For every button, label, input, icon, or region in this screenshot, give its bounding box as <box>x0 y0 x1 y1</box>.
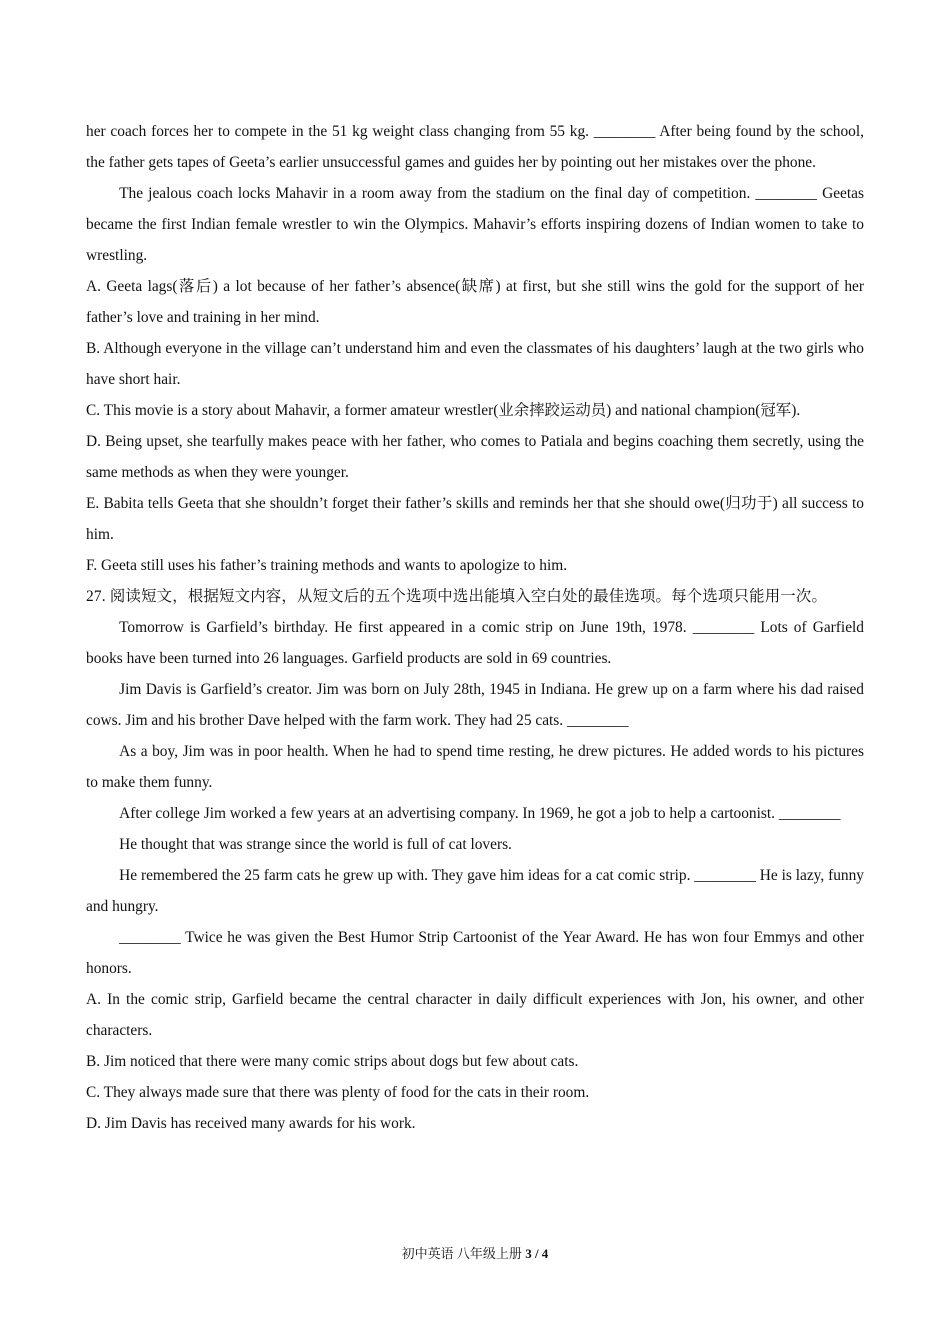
page-footer <box>0 1244 950 1264</box>
q27-paragraph: Tomorrow is Garfield’s birthday. He first appeared in a comic strip on June 19th, 1978. ________ Lots of Garfield books have been turned into 26 languages. Garfield products are sold in 69 countries. <box>86 619 864 667</box>
q27-paragraph: As a boy, Jim was in poor health. When he had to spend time resting, he drew pictures. He added words to his pictures to make them funny. <box>86 743 864 791</box>
option-f: F. Geeta still uses his father’s training methods and wants to apologize to him. <box>86 557 568 574</box>
q27-option-c: C. They always made sure that there was plenty of food for the cats in their room. <box>86 1084 590 1101</box>
q27-paragraph: He thought that was strange since the world is full of cat lovers. <box>119 836 512 853</box>
option-c: C. This movie is a story about Mahavir, a former amateur wrestler(业余摔跤运动员) and national champion(冠军). <box>86 402 801 419</box>
passage1-paragraph: her coach forces her to compete in the 51 kg weight class changing from 55 kg. ________ After being found by the school, the father gets tapes of Geeta’s earlier unsuccessful games and guides her by pointing out her mistakes over the phone. <box>86 123 864 171</box>
passage1-paragraph: The jealous coach locks Mahavir in a room away from the stadium on the final day of competition. ________ Geetas became the first Indian female wrestler to win the Olympics. Mahavir’s efforts inspiring dozens of Indian women to take to wrestling. <box>86 185 864 264</box>
option-e: E. Babita tells Geeta that she shouldn’t forget their father’s skills and reminds her that she should owe(归功于) all success to him. <box>86 495 864 543</box>
q27-paragraph: After college Jim worked a few years at an advertising company. In 1969, he got a job to help a cartoonist. ________ <box>119 805 841 822</box>
q27-paragraph: ________ Twice he was given the Best Humor Strip Cartoonist of the Year Award. He has won four Emmys and other honors. <box>86 929 864 977</box>
option-b: B. Although everyone in the village can’t understand him and even the classmates of his daughters’ laugh at the two girls who have short hair. <box>86 340 864 388</box>
question-27-instruction: 27. 阅读短文，根据短文内容，从短文后的五个选项中选出能填入空白处的最佳选项。每个选项只能用一次。 <box>86 588 828 605</box>
q27-option-b: B. Jim noticed that there were many comic strips about dogs but few about cats. <box>86 1053 579 1070</box>
option-a: A. Geeta lags(落后) a lot because of her father’s absence(缺席) at first, but she still wins the gold for the support of her father’s love and training in her mind. <box>86 278 864 326</box>
q27-option-a: A. In the comic strip, Garfield became the central character in daily difficult experiences with Jon, his owner, and other characters. <box>86 991 864 1039</box>
q27-paragraph: He remembered the 25 farm cats he grew up with. They gave him ideas for a cat comic strip. ________ He is lazy, funny and hungry. <box>86 867 864 915</box>
option-d: D. Being upset, she tearfully makes peace with her father, who comes to Patiala and begins coaching them secretly, using the same methods as when they were younger. <box>86 433 864 481</box>
footer-label: 初中英语 八年级上册 <box>401 1246 526 1261</box>
document-body <box>86 116 864 1139</box>
page-number: 3 / 4 <box>525 1246 549 1261</box>
q27-option-d: D. Jim Davis has received many awards for his work. <box>86 1115 416 1132</box>
q27-paragraph: Jim Davis is Garfield’s creator. Jim was born on July 28th, 1945 in Indiana. He grew up on a farm where his dad raised cows. Jim and his brother Dave helped with the farm work. They had 25 cats. ________ <box>86 681 864 729</box>
